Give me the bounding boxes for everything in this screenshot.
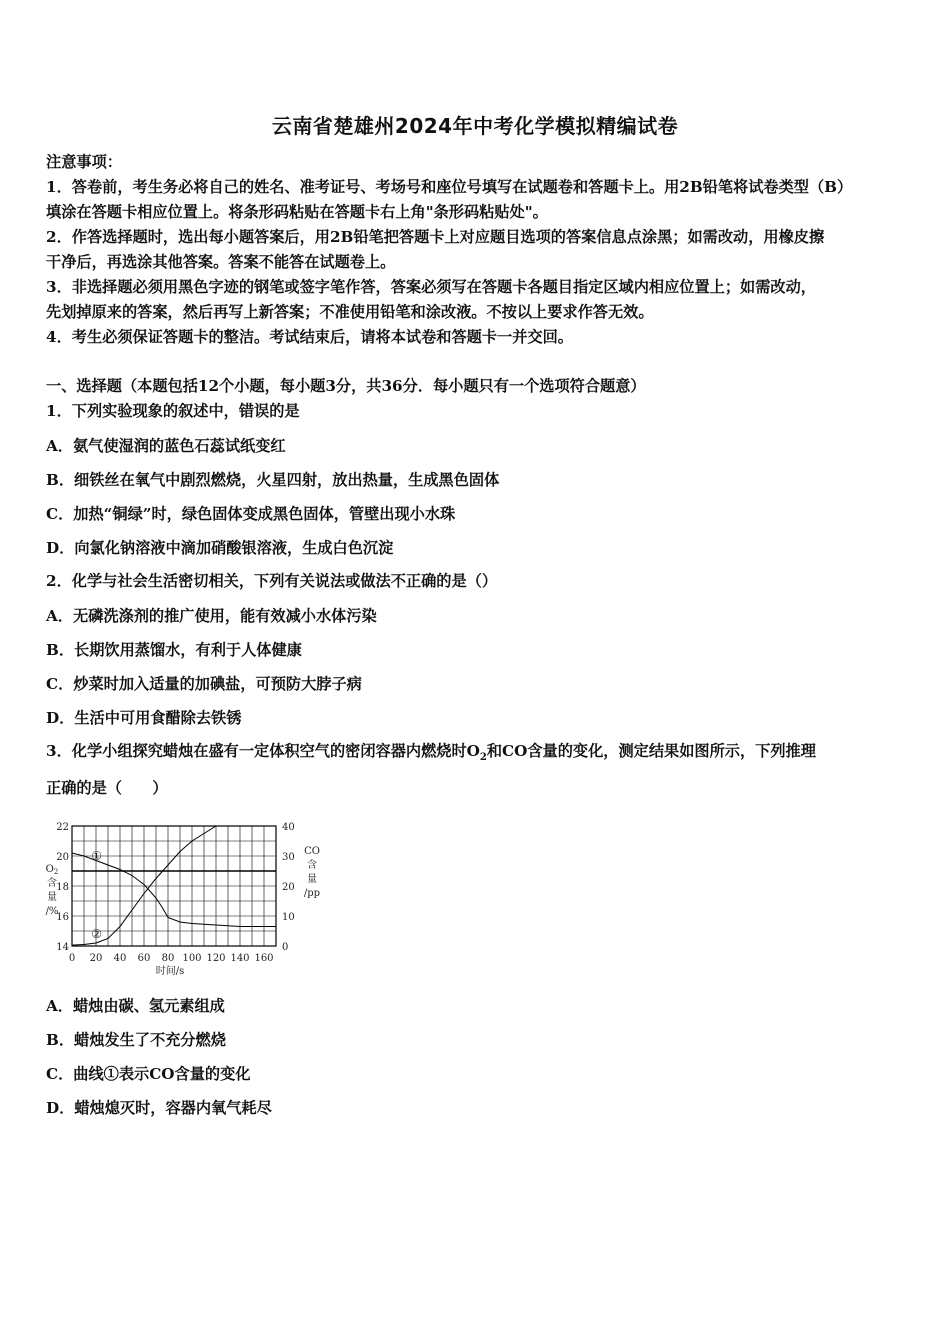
page-title: 云南省楚雄州2024年中考化学模拟精编试卷 [271, 114, 679, 138]
y-left-tick-label: 20 [56, 852, 69, 863]
question-1-option-c: C．加热“铜绿”时，绿色固体变成黑色固体，管壁出现小水珠 [46, 505, 456, 523]
question-1-option-d: D．向氯化钠溶液中滴加硝酸银溶液，生成白色沉淀 [46, 539, 394, 557]
notice-line: 先划掉原来的答案，然后再写上新答案；不准使用铅笔和涂改液。不按以上要求作答无效。 [46, 303, 654, 321]
question-3-stem-part-a: 3．化学小组探究蜡烛在盛有一定体积空气的密闭容器内燃烧时 [46, 742, 467, 760]
y-left-label-part: 含 [47, 878, 57, 889]
y-right-label-part: /pp [303, 888, 321, 899]
y-right-label-part: 含 [307, 860, 317, 871]
question-2-stem: 2．化学与社会生活密切相关，下列有关说法或做法不正确的是（） [46, 572, 498, 590]
x-tick-label: 80 [161, 953, 175, 964]
x-tick-label: 40 [113, 953, 127, 964]
notice-line: 4．考生必须保证答题卡的整洁。考试结束后，请将本试卷和答题卡一并交回。 [46, 328, 573, 346]
o2-subscript: 2 [479, 752, 487, 764]
y-right-axis-label [304, 846, 320, 899]
y-left-label-part: $O_2$ [45, 864, 59, 876]
y-left-label-part: 量 [47, 892, 57, 903]
notice-line: 2．作答选择题时，选出每小题答案后，用2B铅笔把答题卡上对应题目选项的答案信息点涂黑；如需改动，用橡皮擦 [46, 228, 825, 246]
x-tick-labels [69, 953, 274, 964]
o2-co-chart [40, 810, 340, 980]
curve-label-1: ① [91, 849, 102, 863]
y-left-label-part: /% [45, 906, 59, 917]
y-right-tick-label: 0 [282, 942, 289, 953]
y-right-tick-labels [282, 822, 295, 953]
question-3-option-d: D．蜡烛熄灭时，容器内氧气耗尽 [46, 1099, 272, 1117]
y-left-tick-label: 22 [56, 822, 69, 833]
question-3-option-a: A．蜡烛由碳、氢元素组成 [46, 997, 225, 1015]
x-axis-label: 时间/s [155, 966, 185, 977]
question-2-option-b: B．长期饮用蒸馏水，有利于人体健康 [46, 641, 302, 659]
series-line-co [72, 826, 276, 945]
notice-heading: 注意事项： [46, 153, 122, 171]
y-left-tick-label: 14 [56, 942, 69, 953]
x-tick-label: 160 [254, 953, 274, 964]
question-2-option-a: A．无磷洗涤剂的推广使用，能有效减小水体污染 [46, 607, 377, 625]
y-right-tick-label: 30 [282, 852, 295, 863]
y-right-tick-label: 20 [282, 882, 295, 893]
question-3-option-b: B．蜡烛发生了不充分燃烧 [46, 1031, 226, 1049]
question-3-option-c: C．曲线①表示CO含量的变化 [46, 1065, 251, 1083]
curve-label-2: ② [91, 927, 102, 941]
x-tick-label: 0 [68, 953, 76, 964]
question-1-option-b: B．细铁丝在氧气中剧烈燃烧，火星四射，放出热量，生成黑色固体 [46, 471, 500, 489]
y-right-label-part: CO [304, 846, 320, 857]
question-3-stem-part-b: 和CO含量的变化，测定结果如图所示，下列推理 [486, 742, 816, 760]
series-line-o2 [72, 853, 276, 927]
y-left-tick-labels [56, 822, 69, 953]
x-tick-label: 20 [89, 953, 103, 964]
question-1-stem: 1．下列实验现象的叙述中，错误的是 [46, 402, 300, 420]
question-2-option-c: C．炒菜时加入适量的加碘盐，可预防大脖子病 [46, 675, 362, 693]
section-heading: 一、选择题（本题包括12个小题，每小题3分，共36分．每小题只有一个选项符合题意） [46, 377, 646, 395]
question-2-option-d: D．生活中可用食醋除去铁锈 [46, 709, 242, 727]
y-left-tick-label: 18 [56, 882, 69, 893]
y-right-tick-label: 40 [282, 822, 295, 833]
x-tick-label: 120 [206, 953, 226, 964]
notice-line: 1．答卷前，考生务必将自己的姓名、准考证号、考场号和座位号填写在试题卷和答题卡上。用2B铅笔将试卷类型（B） [46, 178, 853, 196]
x-tick-label: 60 [137, 953, 151, 964]
x-tick-label: 140 [230, 953, 250, 964]
y-left-tick-label: 16 [56, 912, 69, 923]
question-1-option-a: A．氨气使湿润的蓝色石蕊试纸变红 [46, 437, 286, 455]
question-3-stem [46, 741, 906, 768]
y-right-tick-label: 10 [282, 912, 295, 923]
notice-line: 填涂在答题卡相应位置上。将条形码粘贴在答题卡右上角"条形码粘贴处"。 [46, 203, 548, 221]
notice-line: 干净后，再选涂其他答案。答案不能答在试题卷上。 [46, 253, 396, 271]
x-tick-label: 100 [182, 953, 202, 964]
question-3-stem-line2: 正确的是（ ） [46, 779, 168, 797]
notice-line: 3．非选择题必须用黑色字迹的钢笔或签字笔作答，答案必须写在答题卡各题目指定区域内相应位置上；如需改动， [46, 278, 816, 296]
chart-grid [72, 826, 276, 946]
o2-formula: O [466, 742, 480, 760]
y-right-label-part: 量 [307, 874, 317, 885]
